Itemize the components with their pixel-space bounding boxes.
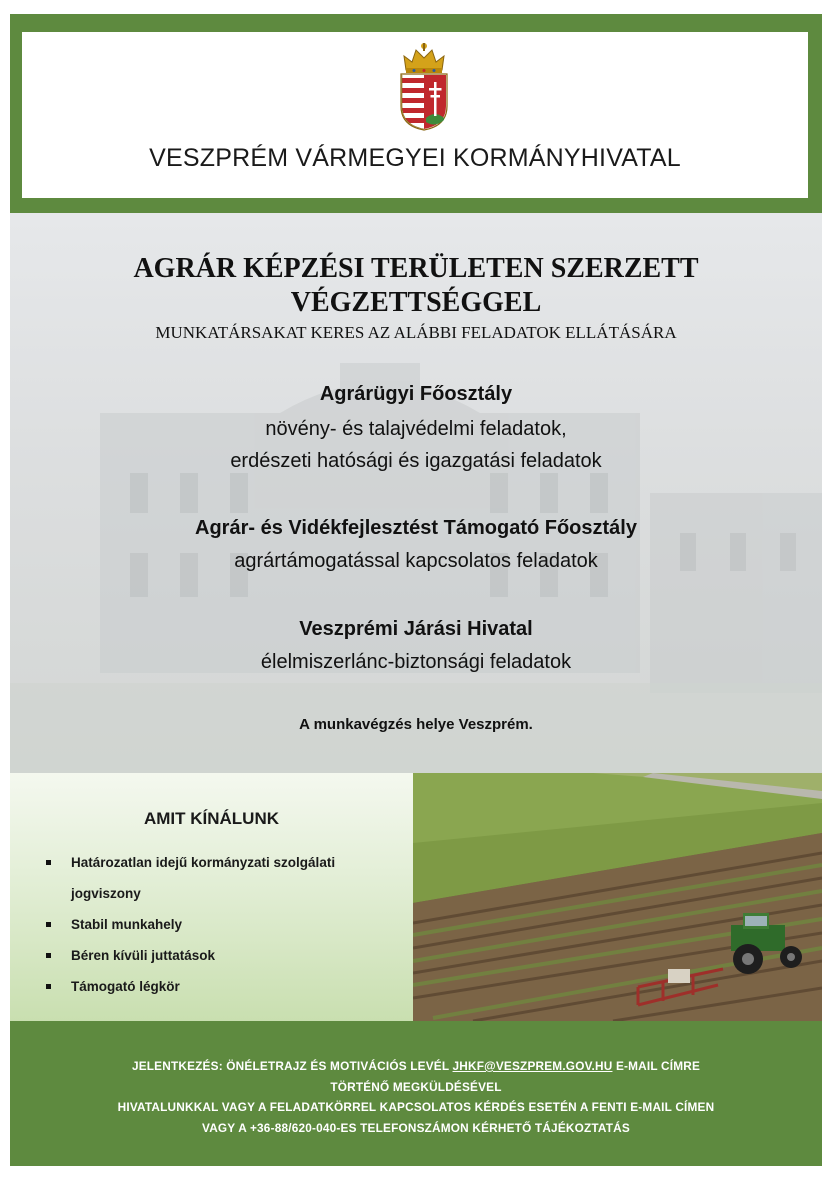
list-item — [44, 847, 404, 909]
offer-item-text: Béren kívüli juttatások — [71, 948, 216, 963]
footer-line-3: HIVATALUNKKAL VAGY A FELADATKÖRREL KAPCSOLATOS KÉRDÉS ESETÉN A FENTI E-MAIL CÍMEN — [117, 1100, 715, 1114]
subtitle: MUNKATÁRSAKAT KERES AZ ALÁBBI FELADATOK ELLÁTÁSÁRA — [155, 323, 677, 342]
offer-item-text: Határozatlan idejű kormányzati szolgálati — [71, 855, 336, 870]
footer-line-2: TÖRTÉNŐ MEGKÜLDÉSÉVEL — [330, 1079, 502, 1094]
list-item — [44, 909, 404, 940]
offer-item-text: Támogató légkör — [71, 979, 180, 994]
offer-item-text-cont: jogviszony — [71, 886, 141, 901]
department-task: erdészeti hatósági és igazgatási feladatok — [230, 450, 602, 472]
offer-list — [44, 847, 404, 1002]
offer-heading: AMIT KÍNÁLUNK — [143, 809, 280, 828]
workplace-note: A munkavégzés helye Veszprém. — [299, 716, 533, 733]
list-item — [44, 971, 404, 1002]
title-line-2: VÉGZETTSÉGGEL — [290, 287, 542, 318]
email-link[interactable]: JHKF@VESZPREM.GOV.HU — [452, 1059, 613, 1073]
department-task: növény- és talajvédelmi feladatok, — [265, 418, 567, 440]
header-box — [22, 32, 808, 198]
footer-line-4: VAGY A +36-88/620-040-ES TELEFONSZÁMON KÉRHETŐ TÁJÉKOZTATÁS — [202, 1120, 630, 1135]
contact-footer — [10, 1021, 822, 1166]
footer-line-1 — [10, 1056, 822, 1077]
footer-text: JELENTKEZÉS: ÖNÉLETRAJZ ÉS MOTIVÁCIÓS LEVÉL — [131, 1059, 453, 1073]
list-item — [44, 940, 404, 971]
office-name: VESZPRÉM VÁRMEGYEI KORMÁNYHIVATAL — [149, 144, 681, 172]
department-name: Veszprémi Járási Hivatal — [299, 618, 533, 640]
title-line-1: AGRÁR KÉPZÉSI TERÜLETEN SZERZETT — [133, 253, 699, 284]
job-announcement-panel — [10, 213, 822, 773]
field-image — [413, 773, 822, 1021]
department-task: élelmiszerlánc-biztonsági feladatok — [260, 651, 572, 673]
department-task: agrártámogatással kapcsolatos feladatok — [234, 550, 598, 572]
offer-item-text: Stabil munkahely — [71, 917, 183, 932]
offer-section — [10, 773, 413, 1021]
coat-of-arms-icon — [396, 40, 452, 132]
field-tractor-photo — [413, 773, 822, 1021]
department-name: Agrárügyi Főosztály — [319, 383, 513, 405]
footer-text: E-MAIL CÍMRE — [612, 1059, 701, 1073]
department-name: Agrár- és Vidékfejlesztést Támogató Főosztály — [195, 517, 637, 539]
